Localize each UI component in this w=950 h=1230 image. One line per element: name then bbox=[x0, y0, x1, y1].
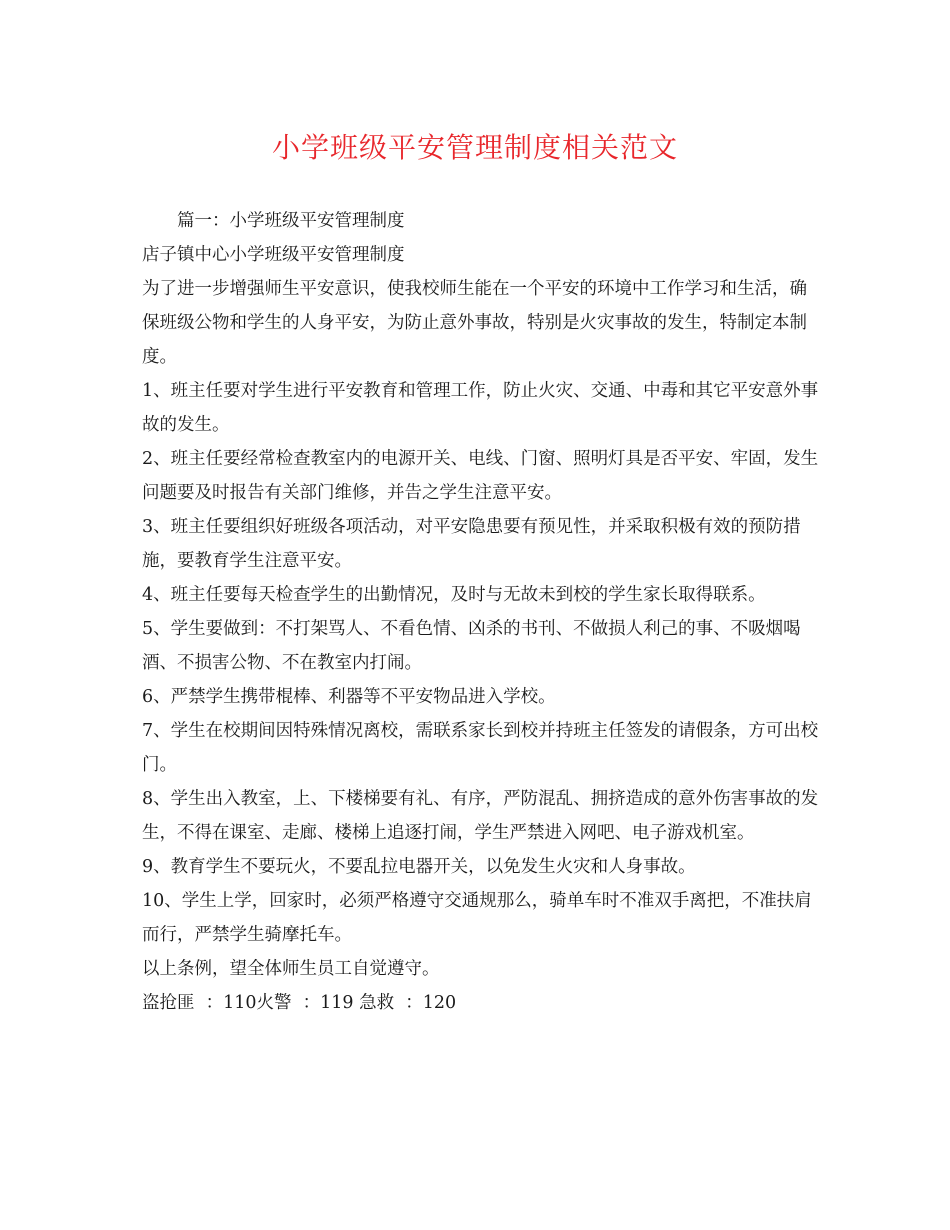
section-heading: 篇一：小学班级平安管理制度 bbox=[177, 211, 405, 231]
intro-paragraph: 为了进一步增强师生平安意识，使我校师生能在一个平安的环境中工作学习和生活，确保班级公物和学生的人身平安，为防止意外事故，特别是火灾事故的发生，特制定本制度。 bbox=[142, 279, 807, 367]
rule-item: 6、严禁学生携带棍棒、利器等不平安物品进入学校。 bbox=[142, 687, 556, 707]
document-subtitle: 店子镇中心小学班级平安管理制度 bbox=[142, 245, 405, 265]
rule-item: 7、学生在校期间因特殊情况离校，需联系家长到校并持班主任签发的请假条，方可出校门。 bbox=[142, 721, 819, 775]
rule-item: 1、班主任要对学生进行平安教育和管理工作，防止火灾、交通、中毒和其它平安意外事故的发生。 bbox=[142, 381, 819, 435]
rule-item: 3、班主任要组织好班级各项活动，对平安隐患要有预见性，并采取积极有效的预防措施，要教育学生注意平安。 bbox=[142, 517, 801, 571]
emergency-hotlines: 盗抢匪 ：110火警 ：119 急救 ：120 bbox=[142, 993, 457, 1013]
rule-item: 2、班主任要经常检查教室内的电源开关、电线、门窗、照明灯具是否平安、牢固，发生问题要及时报告有关部门维修，并告之学生注意平安。 bbox=[142, 449, 819, 503]
rule-item: 8、学生出入教室，上、下楼梯要有礼、有序，严防混乱、拥挤造成的意外伤害事故的发生，不得在课室、走廊、楼梯上追逐打闹，学生严禁进入网吧、电子游戏机室。 bbox=[142, 789, 819, 843]
rule-item: 9、教育学生不要玩火，不要乱拉电器开关，以免发生火灾和人身事故。 bbox=[142, 857, 696, 877]
rule-item: 4、班主任要每天检查学生的出勤情况，及时与无故未到校的学生家长取得联系。 bbox=[142, 585, 766, 605]
rule-item: 5、学生要做到：不打架骂人、不看色情、凶杀的书刊、不做损人利己的事、不吸烟喝酒、不损害公物、不在教室内打闹。 bbox=[142, 619, 801, 673]
closing-paragraph: 以上条例，望全体师生员工自觉遵守。 bbox=[142, 959, 440, 979]
document-title: 小学班级平安管理制度相关范文 bbox=[271, 131, 678, 164]
rule-item: 10、学生上学，回家时，必须严格遵守交通规那么，骑单车时不准双手离把，不准扶肩而行，严禁学生骑摩托车。 bbox=[142, 891, 812, 945]
document-body bbox=[142, 204, 820, 1020]
